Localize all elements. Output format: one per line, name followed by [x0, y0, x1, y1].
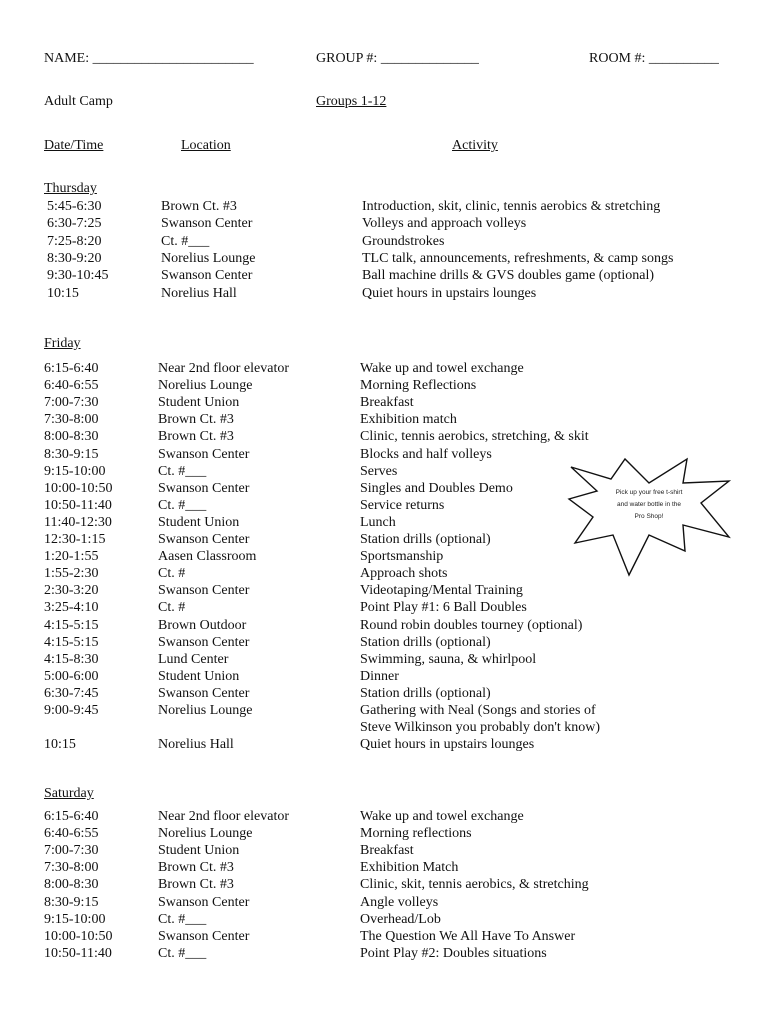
activity-cell: TLC talk, announcements, refreshments, & camp songs: [362, 250, 674, 266]
time-cell: 8:30-9:15: [44, 446, 99, 462]
time-cell: 4:15-5:15: [44, 634, 99, 650]
activity-cell: Clinic, skit, tennis aerobics, & stretching: [360, 877, 589, 893]
location-cell: Swanson Center: [161, 268, 253, 284]
activity-cell: Station drills (optional): [360, 532, 491, 547]
time-cell: 11:40-12:30: [44, 514, 112, 530]
location-cell: Brown Ct. #3: [158, 877, 234, 893]
time-cell: 9:15-10:00: [44, 911, 106, 927]
location-cell: Near 2nd floor elevator: [158, 361, 289, 376]
activity-cell: Quiet hours in upstairs lounges: [360, 737, 535, 753]
time-cell: 10:15: [44, 737, 76, 753]
activity-cell: Point Play #2: Doubles situations: [360, 945, 547, 961]
time-cell: 7:00-7:30: [44, 395, 99, 411]
activity-cell: Station drills (optional): [360, 685, 491, 701]
time-cell: 6:30-7:45: [44, 685, 99, 701]
location-cell: Norelius Lounge: [158, 826, 253, 842]
callout-text: Pick up your free t-shirt and water bottle in the Pro Shop!: [615, 489, 683, 520]
location-cell: Brown Ct. #3: [158, 412, 234, 428]
activity-cell: Ball machine drills & GVS doubles game (optional): [362, 268, 655, 284]
location-cell: Ct. #___: [158, 463, 207, 479]
activity-cell: Sportsmanship: [360, 549, 444, 565]
location-cell: Ct. #___: [158, 945, 207, 961]
activity-cell: The Question We All Have To Answer: [360, 928, 576, 944]
activity-cell: Blocks and half volleys: [360, 446, 492, 462]
location-cell: Ct. #___: [158, 497, 207, 513]
room-field: ROOM #: __________: [589, 51, 719, 66]
activity-cell: Introduction, skit, clinic, tennis aerobics & stretching: [362, 199, 661, 214]
time-cell: 6:30-7:25: [47, 216, 102, 232]
time-cell: 10:15: [47, 285, 79, 301]
location-cell: Brown Ct. #3: [161, 199, 237, 214]
time-cell: 7:25-8:20: [47, 233, 102, 249]
location-cell: Student Union: [158, 843, 240, 859]
activity-cell: Angle volleys: [360, 894, 439, 910]
activity-cell: Overhead/Lob: [360, 911, 441, 927]
time-cell: 2:30-3:20: [44, 583, 99, 599]
time-cell: 9:15-10:00: [44, 463, 106, 479]
activity-cell: Morning reflections: [360, 826, 472, 842]
time-cell: 10:50-11:40: [44, 497, 112, 513]
location-cell: Norelius Lounge: [158, 378, 253, 394]
location-cell: Norelius Hall: [161, 285, 237, 301]
activity-cell: Dinner: [360, 668, 399, 684]
location-cell: Swanson Center: [158, 634, 250, 650]
column-heading-activity: Activity: [452, 138, 498, 153]
time-cell: 10:50-11:40: [44, 945, 112, 961]
column-heading-location: Location: [181, 138, 231, 153]
day-heading-thursday: Thursday: [44, 181, 97, 196]
time-cell: 4:15-5:15: [44, 617, 99, 633]
location-cell: Swanson Center: [158, 685, 250, 701]
location-cell: Ct. #: [158, 600, 186, 616]
activity-cell: Station drills (optional): [360, 634, 491, 650]
time-cell: 6:40-6:55: [44, 826, 99, 842]
day-heading-saturday: Saturday: [44, 786, 94, 801]
location-cell: Student Union: [158, 395, 240, 411]
activity-cell: Round robin doubles tourney (optional): [360, 617, 583, 633]
activity-cell: Wake up and towel exchange: [360, 361, 524, 376]
activity-cell: Steve Wilkinson you probably don't know): [360, 720, 601, 736]
activity-cell: Point Play #1: 6 Ball Doubles: [360, 600, 527, 616]
activity-cell: Service returns: [360, 497, 445, 513]
activity-cell: Exhibition match: [360, 412, 457, 428]
time-cell: 6:15-6:40: [44, 809, 99, 824]
time-cell: 10:00-10:50: [44, 480, 113, 496]
activity-cell: Gathering with Neal (Songs and stories of: [360, 703, 596, 718]
location-cell: Swanson Center: [158, 480, 250, 496]
time-cell: 12:30-1:15: [44, 532, 106, 547]
activity-cell: Quiet hours in upstairs lounges: [362, 285, 537, 301]
time-cell: 5:45-6:30: [47, 199, 102, 214]
time-cell: 7:00-7:30: [44, 843, 99, 859]
time-cell: 5:00-6:00: [44, 668, 99, 684]
activity-cell: Serves: [360, 463, 398, 479]
location-cell: Swanson Center: [158, 446, 250, 462]
starburst-callout: [565, 453, 733, 577]
location-cell: Near 2nd floor elevator: [158, 809, 289, 824]
activity-cell: Groundstrokes: [362, 233, 445, 249]
activity-cell: Wake up and towel exchange: [360, 809, 524, 824]
location-cell: Ct. #: [158, 566, 186, 582]
column-heading-time: Date/Time: [44, 138, 104, 153]
time-cell: 9:00-9:45: [44, 703, 99, 718]
activity-cell: Approach shots: [360, 566, 448, 582]
location-cell: Norelius Lounge: [158, 703, 253, 718]
location-cell: Student Union: [158, 514, 240, 530]
location-cell: Swanson Center: [158, 583, 250, 599]
time-cell: 1:55-2:30: [44, 566, 99, 582]
time-cell: 8:30-9:15: [44, 894, 99, 910]
location-cell: Norelius Hall: [158, 737, 234, 753]
location-cell: Student Union: [158, 668, 240, 684]
location-cell: Ct. #___: [158, 911, 207, 927]
time-cell: 8:00-8:30: [44, 877, 99, 893]
time-cell: 6:15-6:40: [44, 361, 99, 376]
activity-cell: Clinic, tennis aerobics, stretching, & skit: [360, 429, 589, 445]
time-cell: 8:30-9:20: [47, 250, 102, 266]
location-cell: Swanson Center: [161, 216, 253, 232]
activity-cell: Morning Reflections: [360, 378, 477, 394]
group-field: GROUP #: ______________: [316, 51, 479, 66]
time-cell: 10:00-10:50: [44, 928, 113, 944]
activity-cell: Breakfast: [360, 843, 414, 859]
time-cell: 6:40-6:55: [44, 378, 99, 394]
location-cell: Norelius Lounge: [161, 250, 256, 266]
day-heading-friday: Friday: [44, 336, 81, 351]
location-cell: Brown Outdoor: [158, 617, 247, 633]
location-cell: Swanson Center: [158, 894, 250, 910]
time-cell: 7:30-8:00: [44, 412, 99, 428]
location-cell: Swanson Center: [158, 928, 250, 944]
time-cell: 7:30-8:00: [44, 860, 99, 876]
location-cell: Aasen Classroom: [158, 549, 257, 565]
location-cell: Brown Ct. #3: [158, 860, 234, 876]
time-cell: 1:20-1:55: [44, 549, 99, 565]
time-cell: 8:00-8:30: [44, 429, 99, 445]
time-cell: 9:30-10:45: [47, 268, 109, 284]
time-cell: 3:25-4:10: [44, 600, 99, 616]
location-cell: Ct. #___: [161, 233, 210, 249]
camp-title: Adult Camp: [44, 94, 113, 109]
time-cell: 4:15-8:30: [44, 651, 99, 667]
activity-cell: Singles and Doubles Demo: [360, 480, 513, 496]
location-cell: Swanson Center: [158, 532, 250, 547]
name-field: NAME: _______________________: [44, 51, 254, 66]
location-cell: Brown Ct. #3: [158, 429, 234, 445]
activity-cell: Swimming, sauna, & whirlpool: [360, 651, 537, 667]
activity-cell: Lunch: [360, 514, 396, 530]
activity-cell: Volleys and approach volleys: [362, 216, 527, 232]
activity-cell: Breakfast: [360, 395, 414, 411]
activity-cell: Exhibition Match: [360, 860, 459, 876]
location-cell: Lund Center: [158, 651, 229, 667]
activity-cell: Videotaping/Mental Training: [360, 583, 523, 599]
groups-title: Groups 1-12: [316, 94, 387, 109]
